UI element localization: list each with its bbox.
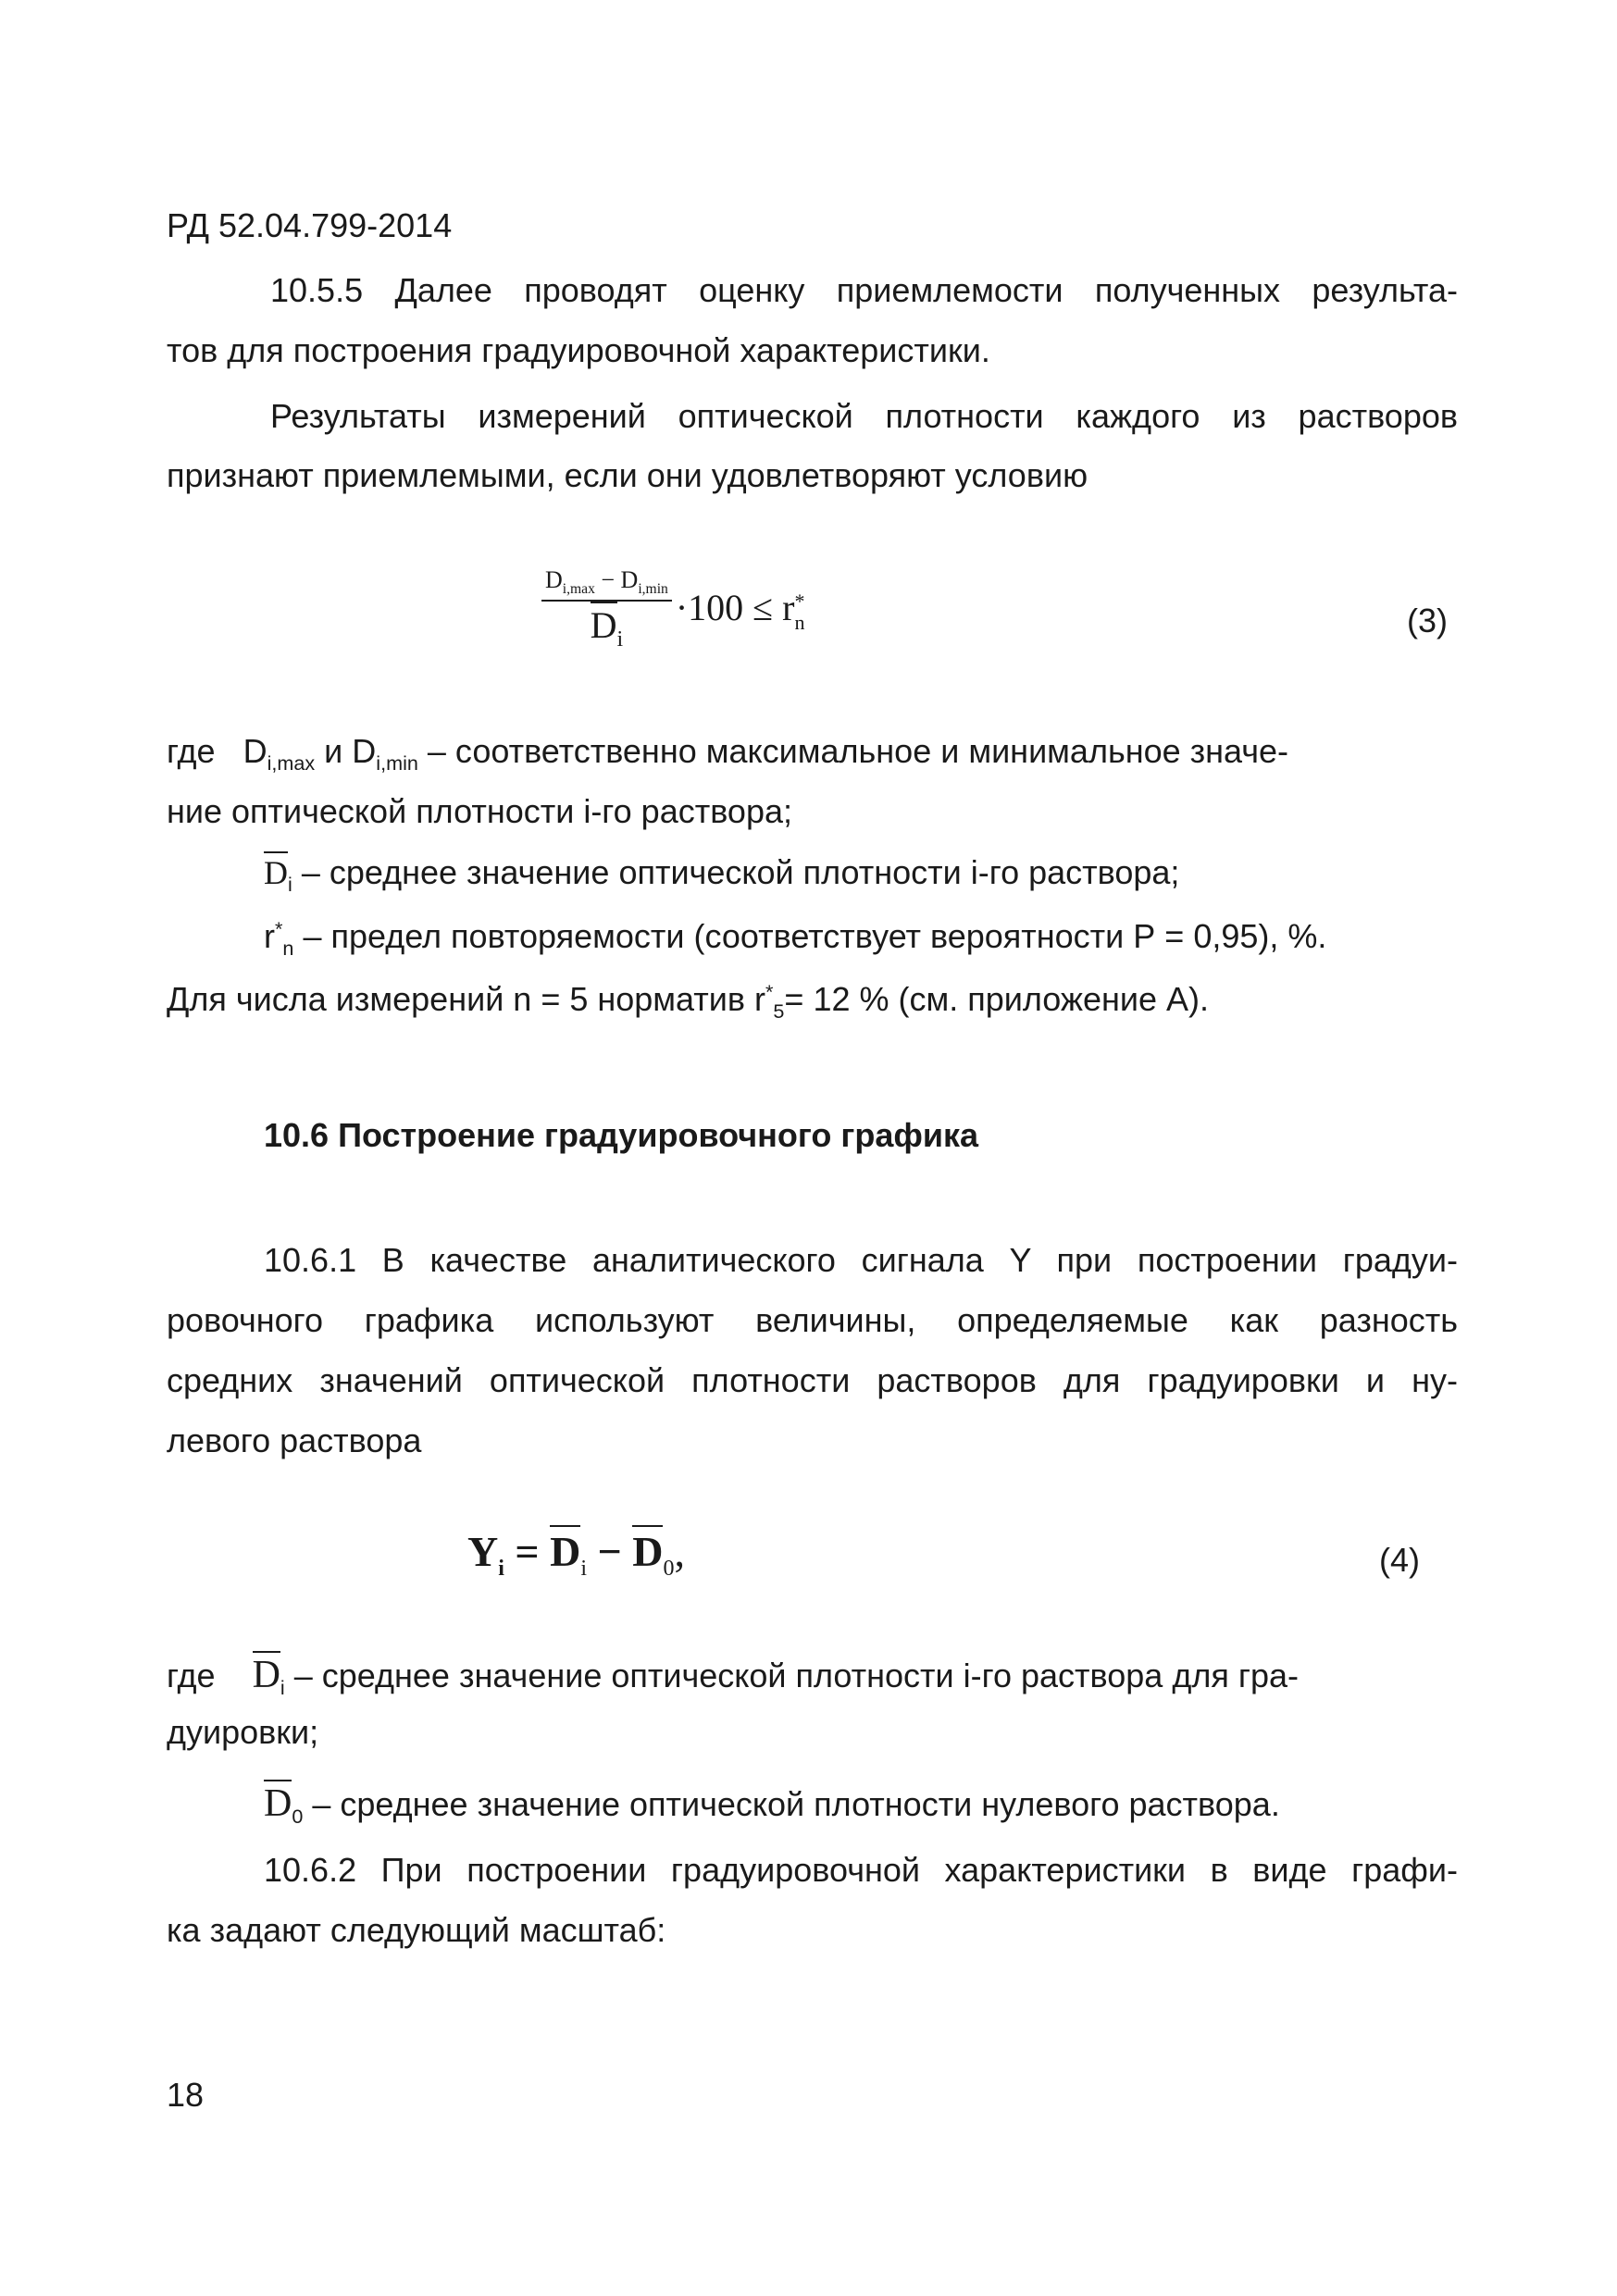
- formula-3-number: (3): [1407, 602, 1448, 639]
- formula-3: [541, 566, 804, 652]
- where-3-line-1: где $D_{i,max}$ и $D_{i,min}$ – соответственно максимальное и минимальное значе-: [167, 732, 1289, 776]
- formula-3-numerator: $D_{i,max} - D_{i,min}$: [541, 566, 672, 602]
- paragraph-10-5-5-line-2: тов для построения градуировочной характеристики.: [167, 331, 990, 369]
- where-3-line-4: $r^*_n$ – предел повторяемости (соответствует вероятности Р = 0,95), %.: [264, 917, 1327, 961]
- formula-3-denominator: $D_i$: [591, 602, 624, 652]
- paragraph-10-5-5-line-1: 10.5.5 Далее проводят оценку приемлемости полученных результа-: [270, 271, 1458, 309]
- where-4-line-3: $D_0$ – среднее значение оптической плотности нулевого раствора.: [264, 1781, 1458, 1829]
- paragraph-10-6-1-line-3: средних значений оптической плотности растворов для градуировки и ну-: [167, 1361, 1458, 1399]
- formula-4-number: (4): [1379, 1541, 1420, 1579]
- formula-3-fraction: [541, 566, 672, 652]
- document-number-header: РД 52.04.799-2014: [167, 206, 453, 244]
- where-3-line-2: ние оптической плотности i-го раствора;: [167, 792, 792, 830]
- formula-3-rhs: ·100 ≤ r * n: [675, 587, 805, 634]
- where-3-line-3: $D_i$ – среднее значение оптической плотности i-го раствора;: [264, 853, 1180, 897]
- paragraph-10-6-1-line-2: ровочного графика используют величины, определяемые как разность: [167, 1301, 1458, 1339]
- paragraph-10-6-2-line-1: 10.6.2 При построении градуировочной характеристики в виде графи-: [264, 1851, 1458, 1889]
- where-3-line-5: Для числа измерений n = 5 норматив $r^*_5= 12$ % (см. приложение А).: [167, 980, 1210, 1024]
- section-10-6-heading: 10.6 Построение градуировочного графика: [264, 1116, 979, 1154]
- paragraph-10-6-2-line-2: ка задают следующий масштаб:: [167, 1911, 666, 1949]
- paragraph-acceptance-line-1: Результаты измерений оптической плотности каждого из растворов: [270, 397, 1458, 435]
- paragraph-10-6-1-line-4: левого раствора: [167, 1421, 422, 1459]
- where-4-line-2: дуировки;: [167, 1713, 319, 1751]
- paragraph-10-6-1-line-1: 10.6.1 В качестве аналитического сигнала Y при построении градуи-: [264, 1241, 1458, 1279]
- paragraph-acceptance-line-2: признают приемлемыми, если они удовлетворяют условию: [167, 456, 1088, 494]
- page-number: 18: [167, 2076, 205, 2114]
- formula-4: $Y_i = D_i - D_0$,: [467, 1527, 685, 1582]
- where-4-line-1: где $D_i$ – среднее значение оптической плотности i-го раствора для гра-: [167, 1652, 1458, 1700]
